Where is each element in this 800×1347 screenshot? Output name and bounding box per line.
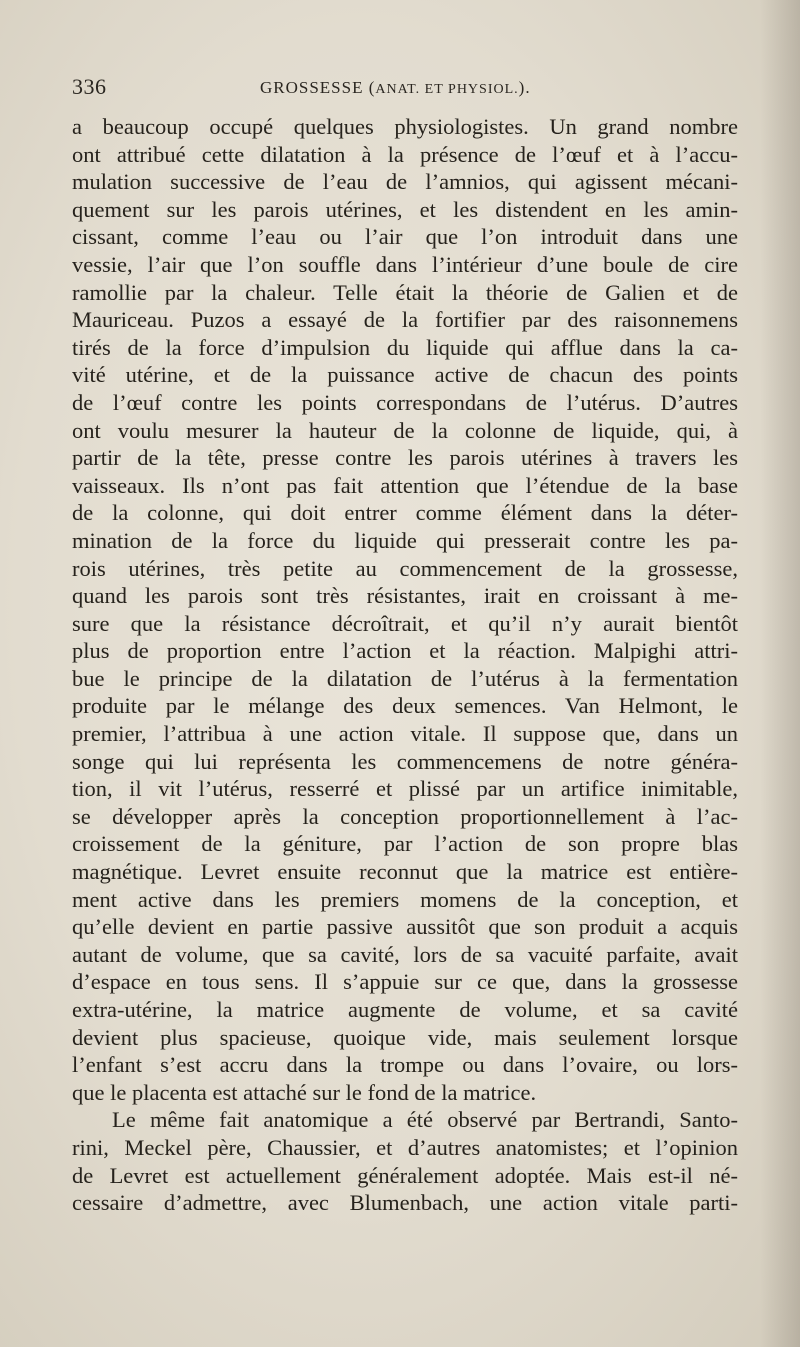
text-line: croissement de la géniture, par l’action de son propre blas: [72, 831, 738, 857]
text-line: songe qui lui représenta les commencemens de notre généra-: [72, 748, 738, 774]
paragraph: [72, 113, 738, 1106]
text-line: Mauriceau. Puzos a essayé de la fortifier par des raisonnemens: [72, 307, 738, 333]
text-line: vaisseaux. Ils n’ont pas fait attention que l’étendue de la base: [72, 472, 738, 498]
text-line: cissant, comme l’eau ou l’air que l’on introduit dans une: [72, 224, 738, 250]
text-line: rini, Meckel père, Chaussier, et d’autres anatomistes; et l’opinion: [72, 1134, 738, 1160]
text-line: mulation successive de l’eau de l’amnios, qui agissent mécani-: [72, 169, 738, 195]
running-head: [260, 78, 531, 98]
text-line: tion, il vit l’utérus, resserré et plissé par un artifice inimitable,: [72, 776, 738, 802]
text-line: ont attribué cette dilatation à la présence de l’œuf et à l’accu-: [72, 141, 738, 167]
page-number: 336: [72, 74, 107, 99]
page-header: [72, 74, 744, 104]
text-line: vité utérine, et de la puissance active de chacun des points: [72, 362, 738, 388]
text-line: premier, l’attribua à une action vitale. Il suppose que, dans un: [72, 721, 738, 747]
text-line: ont voulu mesurer la hauteur de la colonne de liquide, qui, à: [72, 417, 738, 443]
running-head-end: ).: [518, 78, 531, 97]
text-line: rois utérines, très petite au commencement de la grossesse,: [72, 555, 738, 581]
text-line: plus de proportion entre l’action et la réaction. Malpighi attri-: [72, 638, 738, 664]
running-head-subtitle: ANAT. ET PHYSIOL.: [375, 82, 519, 97]
text-line: partir de la tête, presse contre les parois utérines à travers les: [72, 445, 738, 471]
text-line: extra-utérine, la matrice augmente de volume, et sa cavité: [72, 997, 738, 1022]
text-line: a beaucoup occupé quelques physiologistes. Un grand nombre: [72, 114, 738, 139]
paragraph: [72, 1106, 738, 1216]
text-line: quement sur les parois utérines, et les distendent en les amin-: [72, 196, 738, 222]
text-line: ramollie par la chaleur. Telle était la théorie de Galien et de: [72, 279, 738, 305]
body-text: [72, 113, 738, 1217]
text-line: ment active dans les premiers momens de la conception, et: [72, 886, 738, 912]
text-line: mination de la force du liquide qui presserait contre les pa-: [72, 527, 738, 553]
text-line: quand les parois sont très résistantes, irait en croissant à me-: [72, 583, 738, 609]
text-line: devient plus spacieuse, quoique vide, mais seulement lorsque: [72, 1024, 738, 1050]
running-head-main: GROSSESSE (: [260, 78, 376, 97]
text-line: cessaire d’admettre, avec Blumenbach, une action vitale parti-: [72, 1190, 738, 1216]
text-line: de l’œuf contre les points correspondans de l’utérus. D’autres: [72, 389, 738, 415]
text-line: magnétique. Levret ensuite reconnut que la matrice est entière-: [72, 859, 738, 885]
text-line: que le placenta est attaché sur le fond de la matrice.: [72, 1079, 537, 1105]
text-line: l’enfant s’est accru dans la trompe ou dans l’ovaire, ou lors-: [72, 1052, 738, 1078]
text-line: qu’elle devient en partie passive aussitôt que son produit a acquis: [72, 914, 738, 940]
text-line: de Levret est actuellement généralement adoptée. Mais est-il né-: [72, 1162, 738, 1188]
text-line: Le même fait anatomique a été observé par Bertrandi, Santo-: [112, 1107, 738, 1133]
text-line: d’espace en tous sens. Il s’appuie sur ce que, dans la grossesse: [72, 969, 738, 995]
text-line: se développer après la conception proportionnellement à l’ac-: [72, 803, 738, 829]
text-line: autant de volume, que sa cavité, lors de sa vacuité parfaite, avait: [72, 941, 738, 967]
text-line: vessie, l’air que l’on souffle dans l’intérieur d’une boule de cire: [72, 251, 738, 277]
text-line: tirés de la force d’impulsion du liquide qui afflue dans la ca-: [72, 334, 738, 360]
text-line: sure que la résistance décroîtrait, et qu’il n’y aurait bientôt: [72, 610, 738, 636]
text-line: de la colonne, qui doit entrer comme élément dans la déter-: [72, 500, 738, 526]
text-line: produite par le mélange des deux semences. Van Helmont, le: [72, 693, 738, 719]
text-line: bue le principe de la dilatation de l’utérus à la fermentation: [72, 665, 738, 691]
